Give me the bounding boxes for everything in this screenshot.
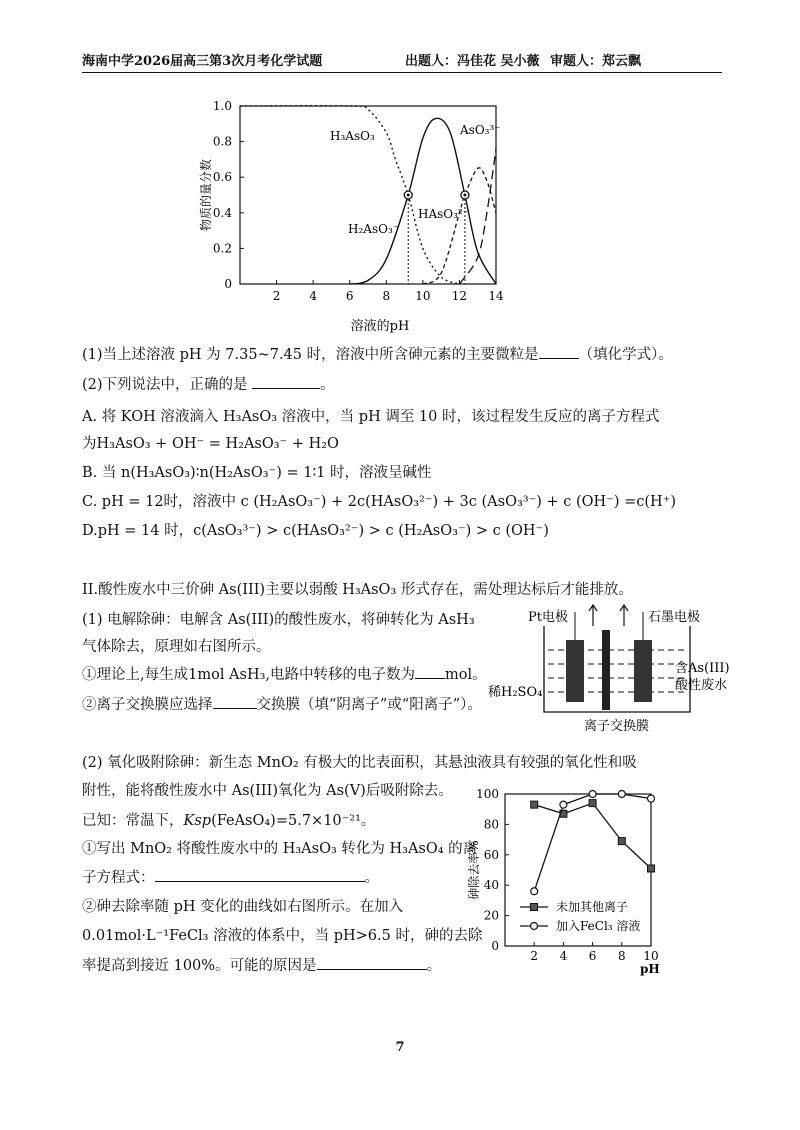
- legend-marker: [531, 923, 538, 930]
- y-tick-label: 20: [483, 908, 499, 923]
- q2-part2-q1-line2: [82, 866, 379, 887]
- series-line-2: [534, 794, 651, 891]
- setter: 出题人：冯佳花 吴小薇: [405, 54, 540, 69]
- data-point-square: [589, 800, 596, 807]
- x-tick-label: 4: [309, 289, 317, 303]
- y-tick-label: 0.4: [212, 205, 232, 220]
- answer-blank[interactable]: [415, 664, 445, 679]
- x-tick-label: 4: [559, 949, 568, 963]
- option-d: D.pH = 14 时，c(AsO₃³⁻) > c(HAsO₃²⁻) > c (H₂AsO₃⁻) > c (OH⁻): [82, 523, 549, 539]
- label-h2aso3: H₂AsO₃⁻: [348, 222, 400, 236]
- x-tick-label: 10: [415, 289, 431, 303]
- ion-exchange-membrane: [602, 630, 610, 710]
- y-axis-label: 物质的量分数: [199, 158, 213, 232]
- crossing-marker-dot: [463, 194, 466, 197]
- legend-label: 未加其他离子: [556, 900, 629, 914]
- page-number: 7: [395, 1040, 405, 1055]
- waste-label-2: 酸性废水: [675, 678, 728, 693]
- q2-part1-q1-text: ①理论上,每生成1mol AsH₃,电路中转移的电子数为: [82, 667, 416, 683]
- x-axis-label: pH: [640, 962, 660, 976]
- q2-part2-q2-line3: [82, 954, 441, 975]
- x-tick-label: 8: [382, 289, 391, 303]
- answer-blank[interactable]: [539, 344, 579, 359]
- data-point-circle: [531, 888, 538, 895]
- x-tick-label: 2: [530, 949, 539, 963]
- series-line-1: [534, 803, 651, 868]
- chart-legend: [520, 899, 640, 933]
- x-tick-label: 14: [488, 289, 504, 303]
- waste-label-1: 含As(III): [675, 661, 730, 676]
- q2-part2-q2-tail: 。: [426, 958, 442, 974]
- x-axis-label: 溶液的pH: [350, 319, 410, 334]
- q2-part1-q1: [82, 663, 487, 684]
- q2-part1-q1-tail: mol。: [445, 667, 487, 683]
- section2-intro: II.酸性废水中三价砷 As(III)主要以弱酸 H₃AsO₃ 形式存在，需处理达标后才能排放。: [82, 582, 633, 598]
- x-tick-label: 6: [588, 949, 597, 963]
- cell-container: [544, 626, 690, 712]
- data-point-circle: [618, 791, 625, 798]
- option-a-line1: A. 将 KOH 溶液滴入 H₃AsO₃ 溶液中，当 pH 调至 10 时，该过程发生反应的离子方程式: [82, 409, 660, 425]
- q2-part2-q1-line1: ①写出 MnO₂ 将酸性废水中的 H₃AsO₃ 转化为 H₃AsO₄ 的离: [82, 841, 478, 857]
- crossing-marker-dot: [407, 194, 410, 197]
- reviewer: 审题人：郑云飘: [550, 54, 642, 69]
- electrolysis-cell-diagram: [484, 600, 730, 736]
- legend-marker: [531, 904, 538, 911]
- ksp-symbol: Ksp: [183, 813, 212, 829]
- q2-part1-line1: (1) 电解除砷：电解含 As(III)的酸性废水，将砷转化为 AsH₃: [82, 612, 475, 628]
- option-b: B. 当 n(H₃AsO₃)∶n(H₂AsO₃⁻) = 1∶1 时，溶液呈碱性: [82, 465, 432, 481]
- option-a-line2: 为H₃AsO₃ + OH⁻ = H₂AsO₃⁻ + H₂O: [82, 436, 339, 452]
- page-header: [82, 50, 722, 74]
- q2-part2-ksp: [82, 809, 375, 830]
- answer-blank[interactable]: [317, 955, 427, 970]
- y-tick-label: 0: [224, 277, 232, 291]
- header-rule: [82, 72, 722, 73]
- y-tick-label: 100: [476, 787, 499, 801]
- legend-label: 加入FeCl₃ 溶液: [556, 919, 641, 933]
- x-tick-label: 6: [345, 289, 354, 303]
- ksp-prefix: 已知：常温下，: [82, 813, 184, 829]
- label-haso3: HAsO₃²⁻: [418, 207, 470, 221]
- answer-blank[interactable]: [213, 694, 257, 709]
- exam-title: 海南中学2026届高三第3次月考化学试题: [82, 54, 323, 69]
- graphite-electrode-label: 石墨电极: [648, 610, 701, 625]
- y-tick-label: 0.8: [212, 134, 232, 149]
- y-tick-label: 0.2: [212, 241, 232, 256]
- q1-part1: [82, 343, 673, 364]
- series-line-2: [350, 118, 496, 284]
- x-tick-label: 12: [451, 289, 468, 303]
- q2-part2-line2: 附性，能将酸性废水中 As(III)氧化为 As(V)后吸附除去。: [82, 783, 453, 799]
- q1-part2-tail: 。: [320, 377, 335, 393]
- y-axis-label: 砷除去率%: [467, 840, 481, 900]
- q2-part2-q1-tail: 。: [364, 870, 379, 886]
- label-h3aso3: H₃AsO₃: [330, 129, 375, 143]
- y-tick-label: 80: [483, 817, 499, 832]
- graphite-electrode: [634, 640, 652, 702]
- q1-part1-tail: （填化学式）。: [578, 347, 673, 363]
- q2-part2-q1-prefix: 子方程式：: [82, 870, 155, 886]
- data-point-square: [531, 801, 538, 808]
- x-tick-label: 8: [617, 949, 626, 963]
- answer-blank[interactable]: [155, 867, 365, 882]
- data-point-circle: [648, 795, 655, 802]
- chart-series: [531, 791, 655, 895]
- option-c: C. pH = 12时，溶液中 c (H₂AsO₃⁻) + 2c(HAsO₃²⁻) + 3c (AsO₃³⁻) + c (OH⁻) =c(H⁺): [82, 494, 676, 510]
- q2-part1-q2-text: ②离子交换膜应选择: [82, 697, 213, 713]
- acid-label: 稀H₂SO₄: [488, 685, 543, 700]
- data-point-circle: [560, 801, 567, 808]
- q2-part1-q2-tail: 交换膜（填“阴离子”或“阳离子”）。: [256, 697, 482, 713]
- data-point-square: [648, 865, 655, 872]
- y-tick-label: 60: [483, 847, 499, 862]
- y-tick-label: 0: [491, 939, 499, 953]
- y-tick-label: 1.0: [212, 99, 232, 113]
- x-tick-label: 10: [643, 949, 659, 963]
- pt-electrode: [566, 640, 584, 702]
- x-tick-label: 2: [272, 289, 281, 303]
- y-tick-label: 40: [483, 878, 499, 893]
- species-distribution-chart: [195, 88, 515, 340]
- q2-part1-line2: 气体除去，原理如右图所示。: [82, 639, 271, 655]
- answer-blank[interactable]: [252, 374, 320, 389]
- ksp-value: (FeAsO₄)=5.7×10⁻²¹。: [211, 813, 376, 829]
- q1-part2: [82, 373, 335, 394]
- membrane-label: 离子交换膜: [584, 719, 650, 734]
- y-tick-label: 0.6: [212, 170, 232, 185]
- gas-arrows: [589, 605, 628, 626]
- q1-part1-text: (1)当上述溶液 pH 为 7.35~7.45 时，溶液中所含砷元素的主要微粒是: [82, 347, 539, 363]
- q2-part2-q2-line2: 0.01mol·L⁻¹FeCl₃ 溶液的体系中，当 pH>6.5 时，砷的去除: [82, 928, 483, 944]
- label-aso3: AsO₃³⁻: [460, 123, 501, 137]
- q2-part2-line1: (2) 氧化吸附除砷：新生态 MnO₂ 有极大的比表面积，其悬浊液具有较强的氧化性和吸: [82, 755, 637, 771]
- q2-part1-q2: [82, 693, 482, 714]
- data-point-circle: [589, 791, 596, 798]
- q2-part2-q2-prefix: 率提高到接近 100%。可能的原因是: [82, 958, 317, 974]
- chart-markers: [404, 191, 469, 284]
- q1-part2-text: (2)下列说法中，正确的是: [82, 377, 248, 393]
- data-point-square: [618, 838, 625, 845]
- removal-rate-chart: [466, 780, 666, 985]
- pt-electrode-label: Pt电极: [528, 610, 568, 625]
- q2-part2-q2-line1: ②砷去除率随 pH 变化的曲线如右图所示。在加入: [82, 899, 404, 915]
